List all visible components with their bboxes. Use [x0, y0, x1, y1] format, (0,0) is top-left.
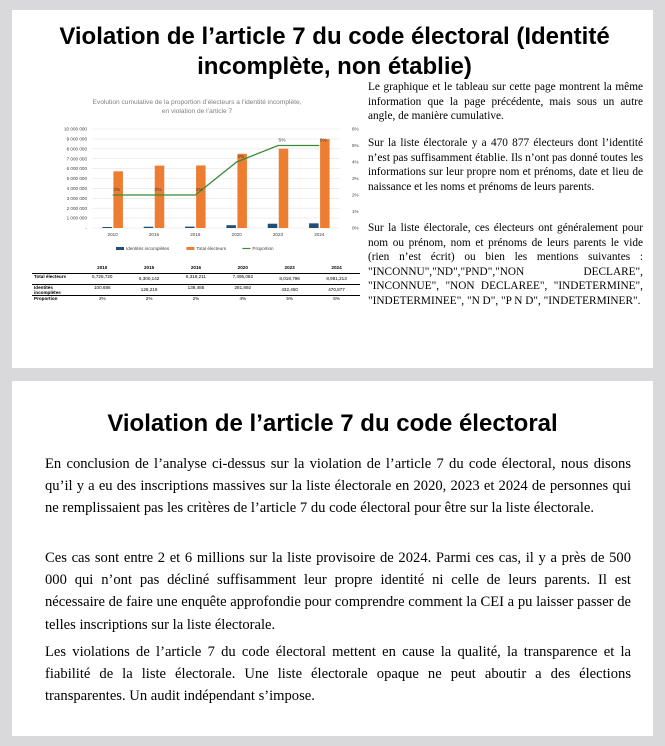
y2-tick-label: 6% [352, 126, 359, 132]
x-tick-label: 2024 [314, 232, 325, 237]
table-cell: 6,318,211 [173, 274, 220, 285]
bar-identites-incompletes-2023 [268, 224, 278, 228]
table-cell: 2% [126, 296, 173, 307]
y2-tick-label: 4% [352, 159, 359, 165]
y2-tick-label: 5% [352, 143, 359, 149]
slide2-paragraph-audit: Les violations de l’article 7 du code électoral mettent en cause la qualité, la transparence et la fiabilité de la liste électorale. Une liste électorale opaque ne peut aboutir a des élections transparentes. Un audit indépendant s’impose. [45, 644, 631, 705]
y-tick-label: 7 000 000 [66, 156, 87, 162]
table-year-2015: 2015 [143, 265, 155, 270]
bar-total-electeurs-2016 [196, 165, 206, 228]
table-cell: 8,018,796 [266, 274, 313, 285]
table-cell: 5% [266, 296, 313, 307]
row-label: Proportion [32, 296, 79, 307]
table-year-2016: 2016 [190, 265, 202, 270]
table-year-2023: 2023 [284, 265, 295, 270]
table-header-row [32, 265, 360, 274]
y-tick-label: 1 000 000 [66, 215, 87, 221]
y2-tick-label: 2% [352, 192, 359, 198]
table-year-2020: 2020 [237, 265, 248, 270]
chart-title-line2: en violation de l’article 7 [161, 108, 233, 115]
table-year-2010: 2010 [97, 265, 108, 270]
y-tick-label: 10 000 000 [64, 126, 87, 132]
data-label-proportion: 2% [113, 188, 121, 193]
table-cell: 128,219 [126, 285, 173, 296]
table-cell: 5% [313, 296, 360, 307]
slide2-title: Violation de l’article 7 du code électoral [107, 410, 558, 437]
legend-label: Identités incomplètes [126, 246, 170, 251]
x-tick-label: 2020 [231, 232, 242, 237]
chart-title-line1: Evolution cumulative de la proportion d’électeurs a l’identité incomplète, [92, 99, 302, 106]
bar-identites-incompletes-2016 [185, 227, 195, 228]
row-label: Total électeurs [32, 274, 79, 285]
x-tick-label: 2010 [107, 232, 118, 237]
bar-total-electeurs-2024 [320, 139, 330, 228]
data-label-proportion: 2% [154, 188, 162, 193]
data-label-proportion: 2% [195, 188, 203, 193]
y-tick-label: 3 000 000 [66, 195, 87, 201]
table-cell: 6,300,142 [126, 274, 173, 285]
y2-tick-label: 1% [352, 209, 359, 215]
table-cell: 470,877 [313, 285, 360, 296]
cumulative-chart [32, 95, 362, 260]
table-cell: 100,686 [79, 285, 126, 296]
bar-total-electeurs-2020 [237, 154, 247, 228]
y-tick-label: 4 000 000 [66, 186, 87, 191]
table-cell: 7,495,082 [219, 274, 266, 285]
table-cell: 2% [79, 296, 126, 307]
bar-identites-incompletes-2024 [309, 223, 319, 228]
y-tick-label: 6 000 000 [66, 166, 87, 172]
slide1-paragraph-mentions: Sur la liste électorale, ces électeurs ont généralement pour nom ou prénom, nom et prénoms de leurs parents le vide (rien n’est écrit) ou bien les mentions suivantes : "INCONNU","ND","PND","NON DECLARE", "INCONNUE", "NON DECLAREE", "INDETERMINE", "INDETERMINEE", "N D", "P N D", "INDETERMINER". [368, 222, 643, 307]
y2-tick-label: 0% [352, 225, 359, 231]
slide-article7-conclusion [12, 381, 653, 736]
bar-total-electeurs-2010 [113, 171, 123, 228]
y-tick-label: 9 000 000 [66, 136, 87, 142]
y-tick-label: 5 000 000 [66, 176, 87, 182]
table-cell: 2% [173, 296, 220, 307]
x-tick-label: 2023 [272, 232, 284, 237]
legend-swatch [186, 247, 194, 250]
table-cell: 8,981,213 [313, 274, 360, 285]
table-cell: 5,725,720 [79, 274, 126, 285]
table-cell: 139,485 [173, 285, 220, 296]
table-cell: 432,450 [266, 285, 313, 296]
bar-identites-incompletes-2010 [102, 227, 112, 228]
data-label-proportion: 5% [278, 138, 286, 144]
table-header-empty [32, 265, 79, 274]
slide-article7-cumulative [12, 10, 653, 368]
table-cell: 4% [219, 296, 266, 307]
table-cell: 281,892 [219, 285, 266, 296]
data-label-proportion: 5% [319, 138, 327, 144]
row-label: Identités incomplètes [32, 285, 79, 296]
y-tick-label: 8 000 000 [66, 146, 87, 152]
y2-tick-label: 3% [352, 176, 359, 182]
bar-total-electeurs-2023 [279, 149, 289, 228]
bar-total-electeurs-2015 [155, 166, 165, 228]
legend-label: Proportion [252, 246, 274, 251]
slide1-paragraph-count: Sur la liste électorale y a 470 877 électeurs dont l’identité n’est pas suffisamment établie. Ils n’ont pas donné toutes les informations sur leur propre nom et prénoms, date et lieu de naissance et les noms et prénoms de leurs parents. [368, 137, 643, 193]
table-row-proportion [32, 296, 360, 307]
data-table [32, 265, 360, 306]
x-tick-label: 2016 [190, 232, 201, 237]
slide2-paragraph-conclusion: En conclusion de l’analyse ci-dessus sur la violation de l’article 7 du code électoral, nous disons qu’il y a eu des inscriptions massives sur la liste électorale en 2020, 2023 et 2024 de personnes qui ne remplissaient pas les critères de l’article 7 du code électoral pour être sur la liste électorale. [45, 456, 631, 517]
slide1-paragraph-intro: Le graphique et le tableau sur cette page montrent la même information que la page précédente, mais sous un autre angle, de manière cumulative. [368, 81, 643, 123]
bar-identites-incompletes-2020 [226, 225, 236, 228]
y-tick-label: - [85, 225, 87, 231]
proportion-line [113, 146, 320, 196]
data-label-proportion: 4% [237, 155, 245, 160]
table-row-incomplete [32, 285, 360, 296]
legend-swatch [116, 247, 124, 250]
legend-label: Total électeurs [196, 246, 227, 251]
y-tick-label: 2 000 000 [66, 205, 87, 211]
table-year-2024: 2024 [331, 265, 342, 270]
bar-identites-incompletes-2015 [144, 227, 154, 228]
table-row-total [32, 274, 360, 285]
x-tick-label: 2015 [148, 232, 160, 237]
slide2-paragraph-cases: Ces cas sont entre 2 et 6 millions sur la liste provisoire de 2024. Parmi ces cas, il y a près de 500 000 qui n’ont pas décliné suffisamment leur propre identité ni celle de leurs parents. Il est nécessaire de faire une enquête approfondie pour comprendre comment la CEI a pu laisser passer de telles inscriptions sur la liste électorale. [45, 550, 631, 633]
slide1-title: Violation de l’article 7 du code électoral (Identité incomplète, non établie) [59, 23, 610, 80]
